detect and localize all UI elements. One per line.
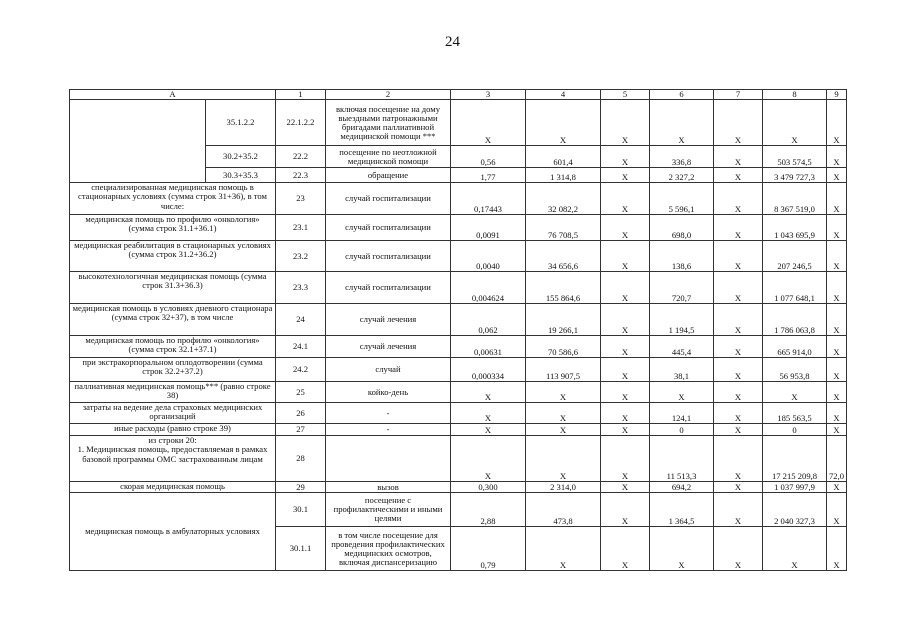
description-cell: медицинская помощь в амбулаторных условиях bbox=[70, 493, 276, 571]
empty-cell bbox=[70, 100, 206, 183]
value-cell: X bbox=[526, 382, 601, 403]
value-cell: X bbox=[827, 100, 847, 146]
row-number-cell: 22.3 bbox=[276, 168, 326, 183]
value-cell: X bbox=[650, 382, 714, 403]
table-row bbox=[70, 100, 847, 146]
header-row bbox=[70, 90, 847, 100]
value-cell: 19 266,1 bbox=[526, 304, 601, 336]
value-cell: X bbox=[601, 403, 650, 424]
value-cell: X bbox=[451, 100, 526, 146]
value-cell: 207 246,5 bbox=[763, 241, 827, 272]
value-cell: 0,17443 bbox=[451, 183, 526, 215]
unit-cell: койко-день bbox=[326, 382, 451, 403]
header-cell: A bbox=[70, 90, 276, 100]
value-cell: 1 077 648,1 bbox=[763, 272, 827, 304]
row-number-cell: 24.2 bbox=[276, 358, 326, 382]
value-cell: 473,8 bbox=[526, 493, 601, 527]
value-cell: X bbox=[827, 304, 847, 336]
value-cell: X bbox=[650, 527, 714, 571]
table-row bbox=[70, 482, 847, 493]
value-cell: 1 364,5 bbox=[650, 493, 714, 527]
value-cell: X bbox=[827, 493, 847, 527]
value-cell: X bbox=[601, 424, 650, 436]
table-row bbox=[70, 403, 847, 424]
table-row bbox=[70, 382, 847, 403]
value-cell: X bbox=[714, 358, 763, 382]
value-cell: X bbox=[601, 100, 650, 146]
description-cell: скорая медицинская помощь bbox=[70, 482, 276, 493]
unit-cell: вызов bbox=[326, 482, 451, 493]
value-cell: X bbox=[827, 403, 847, 424]
header-cell: 2 bbox=[326, 90, 451, 100]
value-cell: X bbox=[601, 215, 650, 241]
description-cell: медицинская помощь по профилю «онкология» (сумма строк 31.1+36.1) bbox=[70, 215, 276, 241]
unit-cell: случай лечения bbox=[326, 304, 451, 336]
unit-cell: случай госпитализации bbox=[326, 183, 451, 215]
value-cell: 1 786 063,8 bbox=[763, 304, 827, 336]
value-cell: X bbox=[451, 436, 526, 482]
value-cell: 124,1 bbox=[650, 403, 714, 424]
header-cell: 1 bbox=[276, 90, 326, 100]
description-cell: паллиативная медицинская помощь*** (равно строке 38) bbox=[70, 382, 276, 403]
value-cell: 56 953,8 bbox=[763, 358, 827, 382]
unit-cell: случай госпитализации bbox=[326, 272, 451, 304]
value-cell: X bbox=[714, 183, 763, 215]
value-cell: 76 708,5 bbox=[526, 215, 601, 241]
row-number-cell: 23.2 bbox=[276, 241, 326, 272]
value-cell: X bbox=[526, 424, 601, 436]
value-cell: 0,56 bbox=[451, 146, 526, 168]
row-number-cell: 28 bbox=[276, 436, 326, 482]
value-cell: 0,000334 bbox=[451, 358, 526, 382]
value-cell: X bbox=[763, 527, 827, 571]
value-cell: X bbox=[714, 146, 763, 168]
value-cell: 0,79 bbox=[451, 527, 526, 571]
value-cell: X bbox=[714, 527, 763, 571]
value-cell: X bbox=[601, 183, 650, 215]
value-cell: X bbox=[714, 436, 763, 482]
row-number-cell: 30.1 bbox=[276, 493, 326, 527]
value-cell: 503 574,5 bbox=[763, 146, 827, 168]
header-cell: 5 bbox=[601, 90, 650, 100]
description-cell: иные расходы (равно строке 39) bbox=[70, 424, 276, 436]
value-cell: X bbox=[601, 493, 650, 527]
value-cell: X bbox=[714, 100, 763, 146]
value-cell: 1 043 695,9 bbox=[763, 215, 827, 241]
value-cell: X bbox=[827, 146, 847, 168]
value-cell: X bbox=[451, 403, 526, 424]
value-cell: 8 367 519,0 bbox=[763, 183, 827, 215]
value-cell: X bbox=[714, 493, 763, 527]
unit-cell: случай лечения bbox=[326, 336, 451, 358]
unit-cell: случай bbox=[326, 358, 451, 382]
value-cell: X bbox=[601, 482, 650, 493]
description-cell: из строки 20: 1. Медицинская помощь, предоставляемая в рамках базовой программы ОМС застрахованным лицам bbox=[70, 436, 276, 482]
row-number-cell: 24.1 bbox=[276, 336, 326, 358]
value-cell: 1 194,5 bbox=[650, 304, 714, 336]
description-cell: затраты на ведение дела страховых медицинских организаций bbox=[70, 403, 276, 424]
value-cell: X bbox=[714, 424, 763, 436]
value-cell: 601,4 bbox=[526, 146, 601, 168]
sub-ref-cell: 30.3+35.3 bbox=[206, 168, 276, 183]
value-cell: 0,00631 bbox=[451, 336, 526, 358]
value-cell: X bbox=[601, 304, 650, 336]
value-cell: X bbox=[714, 482, 763, 493]
unit-cell: включая посещение на дому выездными патронажными бригадами паллиативной медицинской помощи *** bbox=[326, 100, 451, 146]
value-cell: 1 314,8 bbox=[526, 168, 601, 183]
value-cell: X bbox=[526, 436, 601, 482]
description-cell: высокотехнологичная медицинская помощь (сумма строк 31.3+36.3) bbox=[70, 272, 276, 304]
value-cell: X bbox=[526, 100, 601, 146]
description-cell: медицинская помощь по профилю «онкология» (сумма строк 32.1+37.1) bbox=[70, 336, 276, 358]
table-row bbox=[70, 304, 847, 336]
row-number-cell: 30.1.1 bbox=[276, 527, 326, 571]
value-cell: X bbox=[827, 382, 847, 403]
header-cell: 6 bbox=[650, 90, 714, 100]
row-number-cell: 23.3 bbox=[276, 272, 326, 304]
value-cell: X bbox=[763, 382, 827, 403]
value-cell: 1 037 997,9 bbox=[763, 482, 827, 493]
value-cell: 665 914,0 bbox=[763, 336, 827, 358]
sub-ref-cell: 30.2+35.2 bbox=[206, 146, 276, 168]
value-cell: X bbox=[827, 336, 847, 358]
value-cell: X bbox=[827, 215, 847, 241]
value-cell: X bbox=[451, 424, 526, 436]
value-cell: X bbox=[714, 382, 763, 403]
row-number-cell: 26 bbox=[276, 403, 326, 424]
value-cell: 0,004624 bbox=[451, 272, 526, 304]
unit-cell: - bbox=[326, 424, 451, 436]
value-cell: X bbox=[714, 272, 763, 304]
description-cell: специализированная медицинская помощь в стационарных условиях (сумма строк 31+36), в том числе: bbox=[70, 183, 276, 215]
value-cell: 0 bbox=[650, 424, 714, 436]
value-cell: 185 563,5 bbox=[763, 403, 827, 424]
unit-cell bbox=[326, 436, 451, 482]
value-cell: 0,062 bbox=[451, 304, 526, 336]
value-cell: 2,88 bbox=[451, 493, 526, 527]
value-cell: 34 656,6 bbox=[526, 241, 601, 272]
row-number-cell: 25 bbox=[276, 382, 326, 403]
value-cell: 2 327,2 bbox=[650, 168, 714, 183]
value-cell: 113 907,5 bbox=[526, 358, 601, 382]
value-cell: X bbox=[827, 241, 847, 272]
header-cell: 7 bbox=[714, 90, 763, 100]
row-number-cell: 22.2 bbox=[276, 146, 326, 168]
value-cell: X bbox=[714, 168, 763, 183]
unit-cell: посещение по неотложной медицинской помощи bbox=[326, 146, 451, 168]
value-cell: 5 596,1 bbox=[650, 183, 714, 215]
financial-table bbox=[69, 89, 847, 571]
header-cell: 9 bbox=[827, 90, 847, 100]
header-cell: 3 bbox=[451, 90, 526, 100]
value-cell: 138,6 bbox=[650, 241, 714, 272]
value-cell: 336,8 bbox=[650, 146, 714, 168]
value-cell: X bbox=[650, 100, 714, 146]
value-cell: X bbox=[827, 168, 847, 183]
table-row bbox=[70, 183, 847, 215]
value-cell: X bbox=[827, 527, 847, 571]
value-cell: 2 040 327,3 bbox=[763, 493, 827, 527]
value-cell: 72,0 bbox=[827, 436, 847, 482]
table-row bbox=[70, 336, 847, 358]
value-cell: X bbox=[714, 336, 763, 358]
table-row bbox=[70, 493, 847, 527]
value-cell: X bbox=[601, 336, 650, 358]
value-cell: X bbox=[601, 168, 650, 183]
table-row bbox=[70, 424, 847, 436]
row-number-cell: 23.1 bbox=[276, 215, 326, 241]
value-cell: 0 bbox=[763, 424, 827, 436]
value-cell: X bbox=[601, 272, 650, 304]
value-cell: 720,7 bbox=[650, 272, 714, 304]
description-cell: медицинская реабилитация в стационарных условиях (сумма строк 31.2+36.2) bbox=[70, 241, 276, 272]
page-number: 24 bbox=[445, 34, 460, 50]
value-cell: 694,2 bbox=[650, 482, 714, 493]
value-cell: X bbox=[827, 183, 847, 215]
table-row bbox=[70, 215, 847, 241]
sub-ref-cell: 35.1.2.2 bbox=[206, 100, 276, 146]
value-cell: 0,0091 bbox=[451, 215, 526, 241]
table-row bbox=[70, 241, 847, 272]
value-cell: 1,77 bbox=[451, 168, 526, 183]
value-cell: 17 215 209,8 bbox=[763, 436, 827, 482]
value-cell: X bbox=[526, 527, 601, 571]
value-cell: X bbox=[827, 358, 847, 382]
row-number-cell: 22.1.2.2 bbox=[276, 100, 326, 146]
value-cell: 445,4 bbox=[650, 336, 714, 358]
value-cell: X bbox=[763, 100, 827, 146]
value-cell: X bbox=[601, 527, 650, 571]
unit-cell: посещение с профилактическими и иными целями bbox=[326, 493, 451, 527]
unit-cell: случай госпитализации bbox=[326, 215, 451, 241]
row-number-cell: 27 bbox=[276, 424, 326, 436]
value-cell: 70 586,6 bbox=[526, 336, 601, 358]
unit-cell: обращение bbox=[326, 168, 451, 183]
description-cell: медицинская помощь в условиях дневного стационара (сумма строк 32+37), в том числе bbox=[70, 304, 276, 336]
value-cell: X bbox=[601, 358, 650, 382]
value-cell: 0,0040 bbox=[451, 241, 526, 272]
value-cell: X bbox=[601, 146, 650, 168]
row-number-cell: 24 bbox=[276, 304, 326, 336]
table-row bbox=[70, 436, 847, 482]
unit-cell: - bbox=[326, 403, 451, 424]
value-cell: X bbox=[714, 241, 763, 272]
value-cell: X bbox=[827, 482, 847, 493]
value-cell: 155 864,6 bbox=[526, 272, 601, 304]
value-cell: X bbox=[714, 215, 763, 241]
header-cell: 4 bbox=[526, 90, 601, 100]
value-cell: 3 479 727,3 bbox=[763, 168, 827, 183]
table-row bbox=[70, 272, 847, 304]
value-cell: X bbox=[827, 424, 847, 436]
row-number-cell: 29 bbox=[276, 482, 326, 493]
description-cell: при экстракорпоральном оплодотворении (сумма строк 32.2+37.2) bbox=[70, 358, 276, 382]
value-cell: X bbox=[601, 241, 650, 272]
value-cell: 11 513,3 bbox=[650, 436, 714, 482]
value-cell: 698,0 bbox=[650, 215, 714, 241]
value-cell: X bbox=[526, 403, 601, 424]
value-cell: X bbox=[714, 304, 763, 336]
value-cell: X bbox=[601, 436, 650, 482]
table-row bbox=[70, 358, 847, 382]
row-number-cell: 23 bbox=[276, 183, 326, 215]
value-cell: X bbox=[714, 403, 763, 424]
value-cell: X bbox=[451, 382, 526, 403]
unit-cell: случай госпитализации bbox=[326, 241, 451, 272]
unit-cell: в том числе посещение для проведения профилактических медицинских осмотров, включая диспансеризацию bbox=[326, 527, 451, 571]
header-cell: 8 bbox=[763, 90, 827, 100]
value-cell: 0,300 bbox=[451, 482, 526, 493]
value-cell: 2 314,0 bbox=[526, 482, 601, 493]
value-cell: X bbox=[827, 272, 847, 304]
value-cell: 32 082,2 bbox=[526, 183, 601, 215]
value-cell: 38,1 bbox=[650, 358, 714, 382]
value-cell: X bbox=[601, 382, 650, 403]
